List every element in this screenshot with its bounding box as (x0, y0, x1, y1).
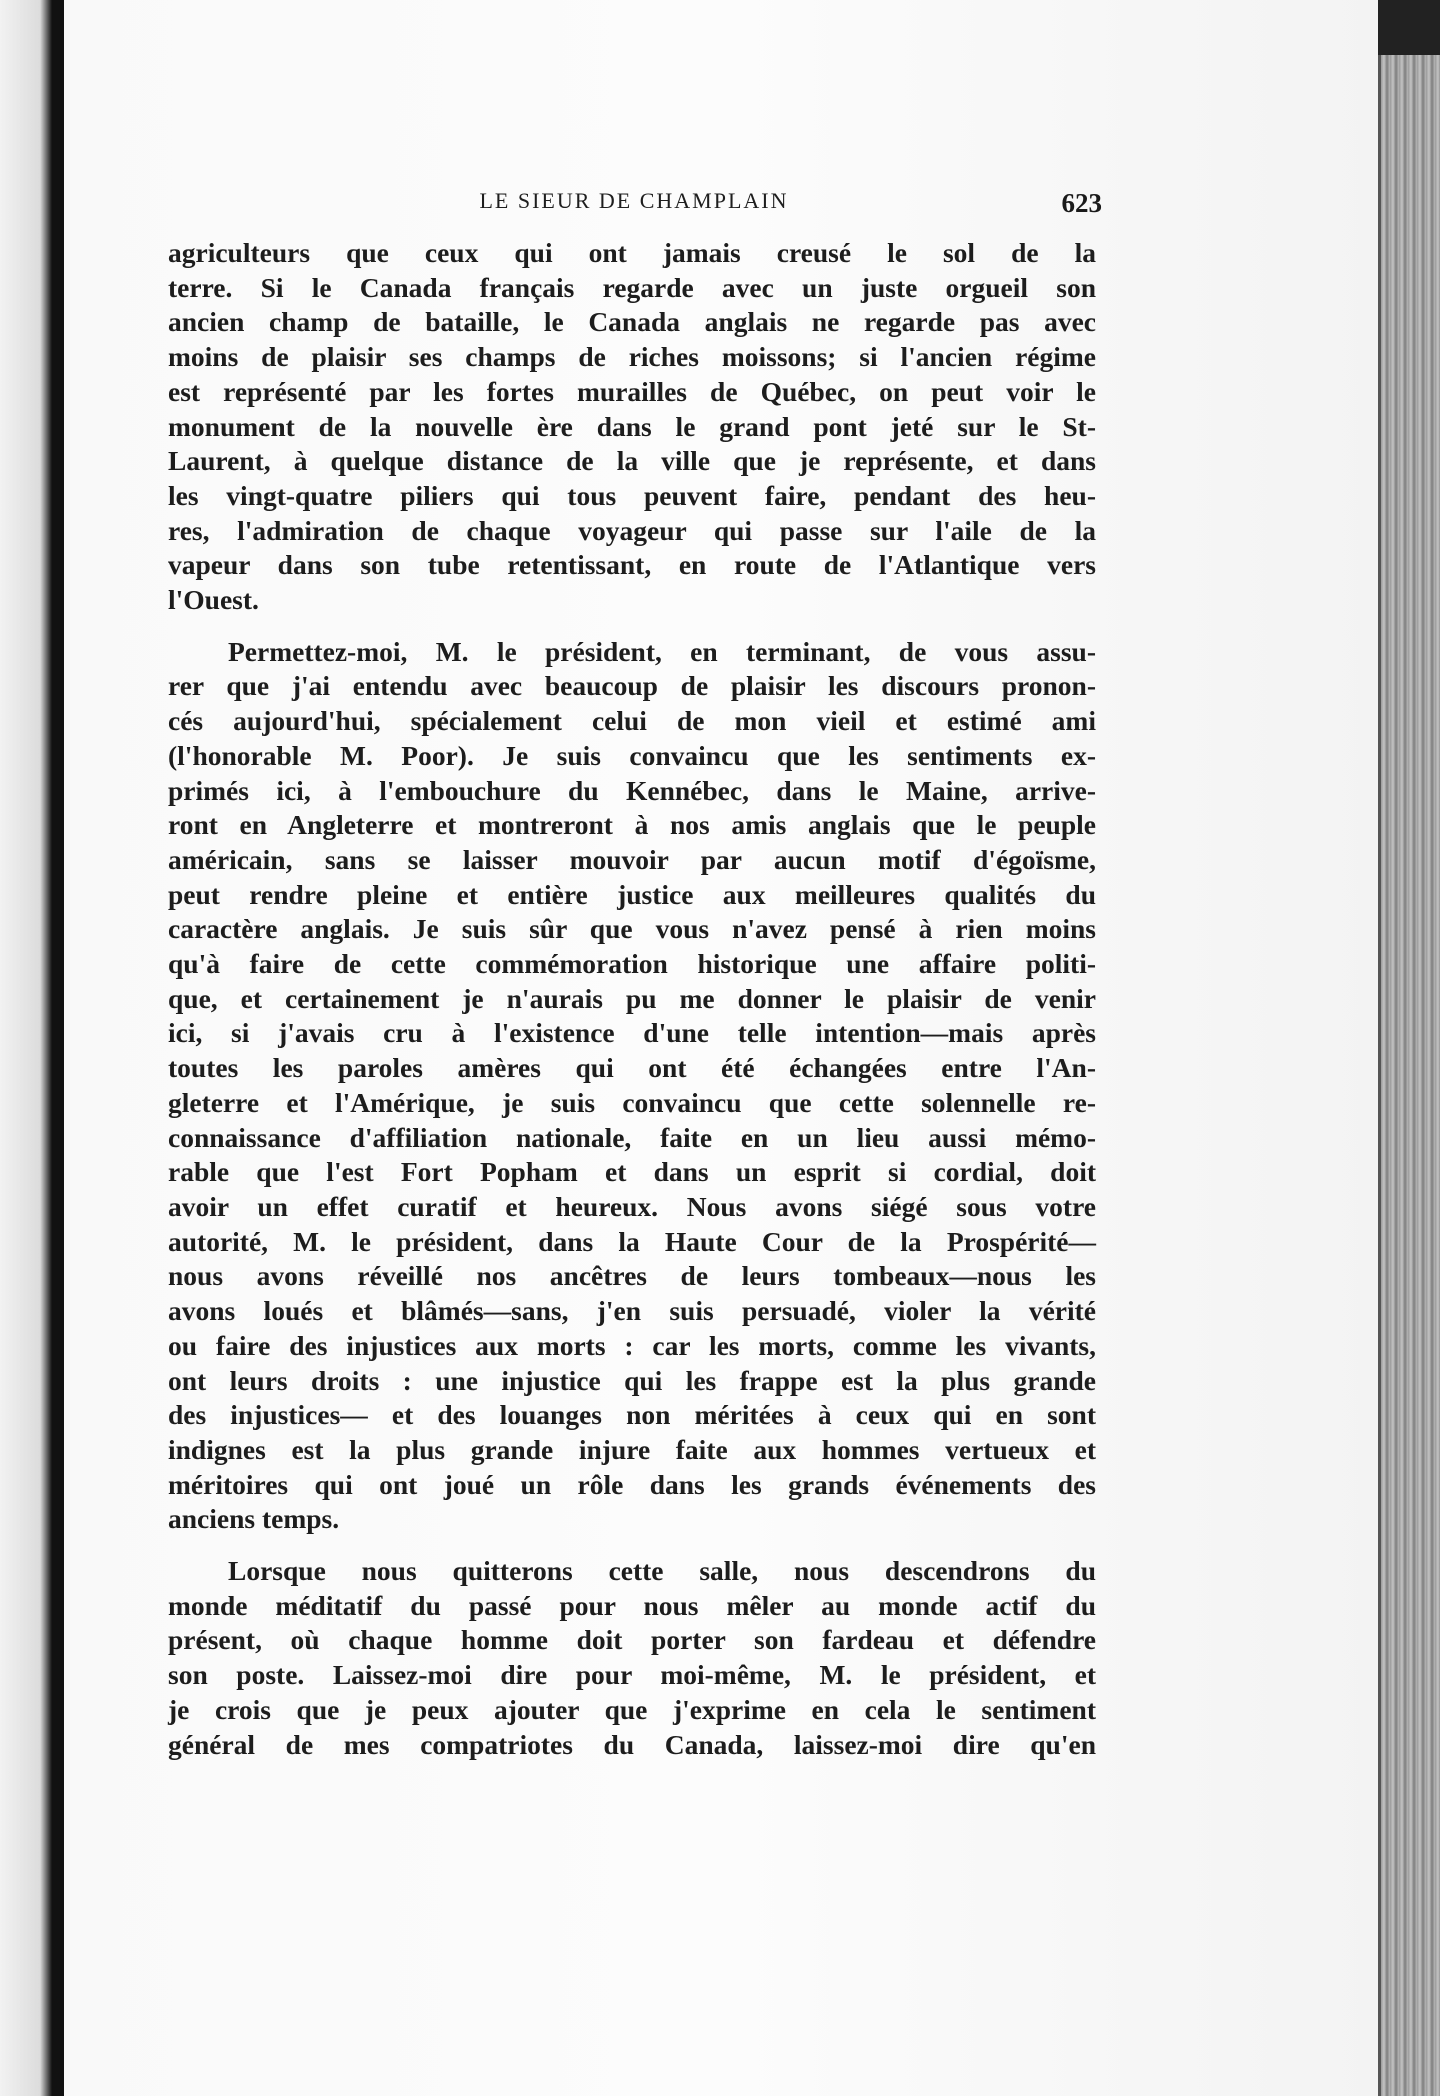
text-line: je crois que je peux ajouter que j'exprime en cela le sentiment (168, 1693, 1096, 1725)
text-line: qu'à faire de cette commémoration historique une affaire politi- (168, 948, 1096, 980)
text-line: Lorsque nous quitterons cette salle, nous descendrons du (228, 1555, 1096, 1587)
book-page-edges (1378, 55, 1440, 2096)
paragraph (168, 1554, 1096, 1762)
page-number: 623 (1061, 188, 1102, 218)
text-line: nous avons réveillé nos ancêtres de leurs tombeaux—nous les (168, 1260, 1096, 1292)
text-line: ici, si j'avais cru à l'existence d'une telle intention—mais après (168, 1017, 1096, 1049)
text-line: est représenté par les fortes murailles de Québec, on peut voir le (168, 375, 1096, 407)
text-line: ont leurs droits : une injustice qui les frappe est la plus grande (168, 1364, 1096, 1396)
text-line: autorité, M. le président, dans la Haute Cour de la Prospérité— (168, 1225, 1096, 1257)
paragraph-gap (168, 1537, 1096, 1554)
paragraph (168, 635, 1096, 1537)
text-line: (l'honorable M. Poor). Je suis convaincu que les sentiments ex- (168, 739, 1096, 771)
scan-dark-corner (1378, 0, 1440, 55)
text-line: moins de plaisir ses champs de riches moissons; si l'ancien régime (168, 341, 1096, 373)
paragraph-gap (168, 618, 1096, 635)
scan-left-margin (0, 0, 64, 2096)
text-line: primés ici, à l'embouchure du Kennébec, dans le Maine, arrive- (168, 774, 1096, 806)
text-line: gleterre et l'Amérique, je suis convaincu que cette solennelle re- (168, 1086, 1096, 1118)
text-line: que, et certainement je n'aurais pu me donner le plaisir de venir (168, 982, 1096, 1014)
text-line: présent, où chaque homme doit porter son fardeau et défendre (168, 1624, 1096, 1656)
text-line: son poste. Laissez-moi dire pour moi-même, M. le président, et (168, 1659, 1096, 1691)
text-line: caractère anglais. Je suis sûr que vous n'avez pensé à rien moins (168, 913, 1096, 945)
text-line: les vingt-quatre piliers qui tous peuvent faire, pendant des heu- (168, 479, 1096, 511)
text-line: avoir un effet curatif et heureux. Nous avons siégé sous votre (168, 1190, 1096, 1222)
text-line: ou faire des injustices aux morts : car les morts, comme les vivants, (168, 1329, 1096, 1361)
text-line: avons loués et blâmés—sans, j'en suis persuadé, violer la vérité (168, 1295, 1096, 1327)
text-line: général de mes compatriotes du Canada, laissez-moi dire qu'en (168, 1728, 1096, 1760)
text-line: Permettez-moi, M. le président, en terminant, de vous assu- (228, 635, 1096, 667)
paragraph (168, 236, 1096, 618)
body-text (168, 236, 1096, 1762)
running-header-title: LE SIEUR DE CHAMPLAIN (479, 188, 789, 213)
text-line: américain, sans se laisser mouvoir par aucun motif d'égoïsme, (168, 843, 1096, 875)
text-line: l'Ouest. (168, 584, 259, 616)
text-line: vapeur dans son tube retentissant, en route de l'Atlantique vers (168, 549, 1096, 581)
text-line: agriculteurs que ceux qui ont jamais creusé le sol de la (168, 237, 1096, 268)
text-line: cés aujourd'hui, spécialement celui de mon vieil et estimé ami (168, 705, 1096, 737)
text-line: connaissance d'affiliation nationale, faite en un lieu aussi mémo- (168, 1121, 1096, 1153)
text-line: ancien champ de bataille, le Canada anglais ne regarde pas avec (168, 306, 1096, 338)
text-line: Laurent, à quelque distance de la ville que je représente, et dans (168, 445, 1096, 477)
text-line: méritoires qui ont joué un rôle dans les grands événements des (168, 1468, 1096, 1500)
text-line: peut rendre pleine et entière justice aux meilleures qualités du (168, 878, 1096, 910)
text-line: anciens temps. (168, 1503, 340, 1535)
text-line: ront en Angleterre et montreront à nos amis anglais que le peuple (168, 809, 1096, 841)
text-line: rable que l'est Fort Popham et dans un esprit si cordial, doit (168, 1156, 1096, 1188)
text-line: monument de la nouvelle ère dans le grand pont jeté sur le St- (168, 410, 1096, 442)
text-line: toutes les paroles amères qui ont été échangées entre l'An- (168, 1052, 1096, 1084)
text-line: monde méditatif du passé pour nous mêler au monde actif du (168, 1589, 1096, 1621)
text-line: des injustices— et des louanges non méritées à ceux qui en sont (168, 1399, 1096, 1431)
text-line: rer que j'ai entendu avec beaucoup de plaisir les discours pronon- (168, 670, 1096, 702)
running-header (168, 188, 1100, 228)
text-line: indignes est la plus grande injure faite aux hommes vertueux et (168, 1433, 1096, 1465)
text-line: terre. Si le Canada français regarde avec un juste orgueil son (168, 271, 1096, 303)
text-line: res, l'admiration de chaque voyageur qui passe sur l'aile de la (168, 514, 1096, 546)
